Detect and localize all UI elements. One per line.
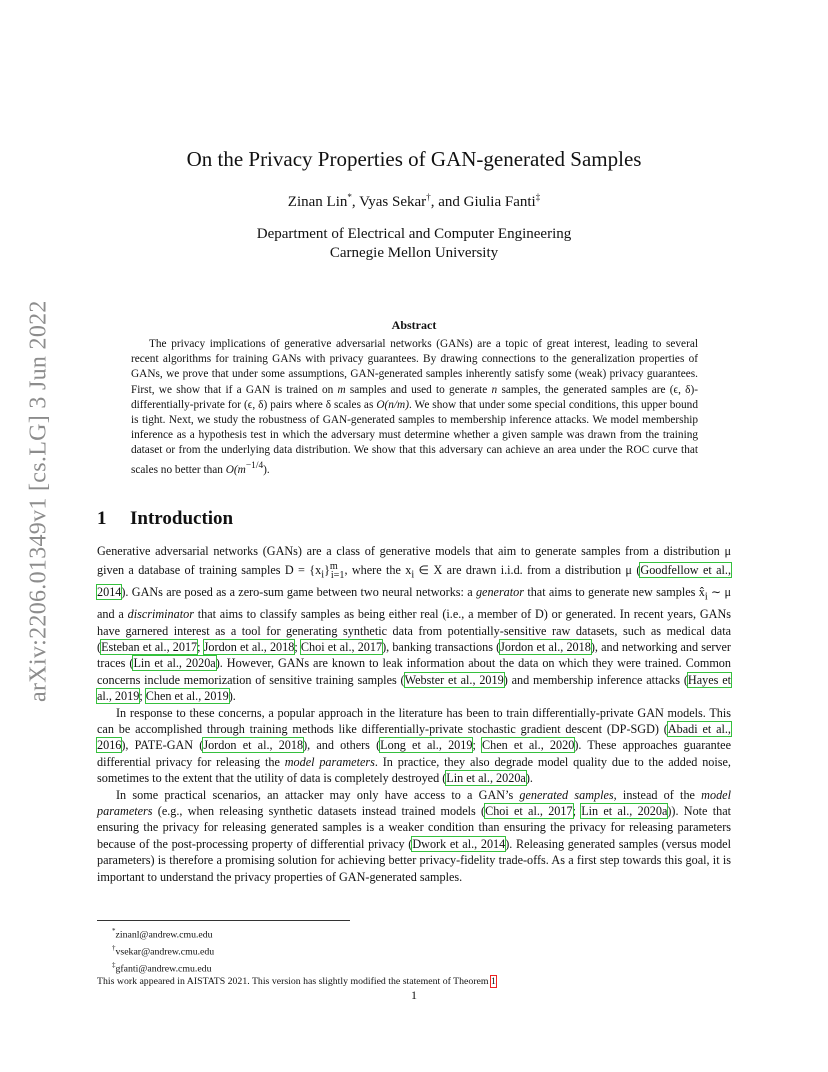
- math-exponent: −1/4: [245, 460, 264, 471]
- emphasis: discriminator: [127, 607, 194, 622]
- citation-link[interactable]: Esteban et al., 2017: [101, 639, 198, 654]
- footnote-mark: *: [112, 927, 116, 935]
- text-segment: , instead of the: [613, 787, 702, 802]
- text-segment: ).: [228, 689, 236, 704]
- citation-link[interactable]: Chen et al., 2020: [482, 738, 575, 753]
- page-number: 1: [411, 988, 417, 1002]
- text-segment: , where the x: [344, 563, 412, 578]
- author-email[interactable]: vsekar@andrew.cmu.edu: [115, 946, 215, 958]
- citation-link[interactable]: Chen et al., 2019: [145, 689, 229, 704]
- math-variable: n: [491, 383, 498, 396]
- text-segment: ) and membership inference attacks (: [503, 672, 688, 687]
- section-title: Introduction: [130, 508, 234, 529]
- citation-link[interactable]: Lin et al., 2020a: [581, 804, 668, 819]
- text-segment: ), and others (: [303, 738, 381, 753]
- affiliation-department: Department of Electrical and Computer Engineering: [256, 226, 572, 242]
- footnote-mark: †: [112, 943, 116, 952]
- citation-link[interactable]: Lin et al., 2020a: [446, 771, 526, 786]
- text-segment: ), PATE-GAN (: [121, 738, 204, 753]
- text-segment: }: [324, 563, 330, 578]
- text-segment: )). Note that ensuring the privacy for releasing generated samples is a weaker condition than ensuring the privacy for releasing parameters because of the post-processing property of differential privacy (: [97, 804, 731, 851]
- citation-link[interactable]: Choi et al., 2017: [485, 804, 573, 819]
- text-segment: ∈ X are drawn i.i.d. from a distribution μ (: [414, 563, 641, 578]
- text-segment: ;: [572, 804, 582, 819]
- abstract-text: [131, 337, 698, 478]
- publication-note: [97, 976, 731, 989]
- text-segment: (e.g., when releasing synthetic datasets instead trained models (: [152, 804, 486, 819]
- abstract-segment: samples, the generated samples are (ϵ, δ)-differentially-private for (ϵ, δ) pairs where δ scales as: [131, 383, 698, 411]
- text-segment: ). These approaches guarantee differential privacy for releasing the: [97, 738, 731, 769]
- footnote: [97, 959, 731, 976]
- text-segment: In response to these concerns, a popular approach in the literature has been to train differentially-private GAN models. This can be accomplished through training methods like differentially-private stochastic gradient descent (DP-SGD) (: [97, 705, 731, 736]
- arxiv-identifier-stamp[interactable]: arXiv:2206.01349v1 [cs.LG] 3 Jun 2022: [25, 300, 52, 702]
- author-footnote-mark[interactable]: †: [426, 192, 431, 202]
- text-segment: . In practice, they also degrade model quality due to the added noise, sometimes to the extent that the utility of data is completely destroyed (: [97, 754, 731, 786]
- text-segment: that aims to classify samples as being either real (i.e., a member of D) or generated. In recent years, GANs have garnered interest as a tool for generating synthetic data from potentially-sensitive raw datasets, such as medical data (: [97, 607, 731, 654]
- affiliation: [97, 225, 731, 263]
- author-email[interactable]: zinanl@andrew.cmu.edu: [115, 929, 213, 941]
- abstract-heading: Abstract: [391, 318, 437, 332]
- citation-link[interactable]: Long et al., 2019: [380, 738, 473, 753]
- footnote: [97, 942, 731, 959]
- abstract-segment: . We show that under some special conditions, this upper bound is tight. Next, we study the robustness of GAN-generated samples to membership inference attacks. We model membership inference as a hypothesis test in which the adversary must determine whether a given sample was drawn from the training dataset or from the underlying data distribution. We show that this adversary can achieve an area under the ROC curve that scales no better than: [131, 398, 698, 476]
- math-subscript: i=1: [330, 569, 345, 581]
- math-expression: ): [263, 463, 267, 476]
- citation-link[interactable]: Lin et al., 2020a: [133, 656, 216, 671]
- author-name: Vyas Sekar: [359, 194, 427, 210]
- publication-note-text: This work appeared in AISTATS 2021. This version has slightly modified the statement of Theorem: [97, 975, 491, 987]
- affiliation-university: Carnegie Mellon University: [329, 245, 499, 261]
- paper-title: On the Privacy Properties of GAN-generated Samples: [186, 147, 642, 171]
- body-text: [97, 543, 731, 885]
- text-segment: ;: [139, 689, 146, 704]
- math-subscript: i: [411, 569, 415, 581]
- abstract-segment: The privacy implications of generative adversarial networks (GANs) are a topic of great interest, leading to several recent algorithms for training GANs with privacy guarantees. By drawing connections to the generalization properties of GANs, we prove that under some assumptions, GAN-generated samples inherently satisfy some (weak) privacy guarantees. First, we show that if a GAN is trained on: [131, 338, 698, 396]
- text-segment: ).: [525, 771, 533, 786]
- math-expression: O(m: [225, 463, 246, 476]
- abstract-segment: .: [266, 463, 270, 476]
- text-segment: ∼ μ and a: [97, 585, 731, 622]
- text-segment: ;: [294, 639, 301, 654]
- citation-link[interactable]: Jordon et al., 2018: [203, 639, 295, 654]
- math-expression: O(n/m): [376, 398, 409, 411]
- citation-link[interactable]: Jordon et al., 2018: [203, 738, 304, 753]
- text-segment: ). However, GANs are known to leak information about the data on which they were trained. Common concerns include memorization of sensitive training samples (: [97, 656, 731, 687]
- citation-link[interactable]: Hayes et al., 2019: [97, 672, 731, 704]
- footnote: [97, 925, 731, 942]
- footnotes: [97, 925, 731, 988]
- text-segment: Generative adversarial networks (GANs) are a class of generative models that aim to generate samples from a distribution μ given a database of training samples D = {x: [97, 544, 731, 578]
- text-segment: that aims to generate new samples x̂: [524, 585, 705, 600]
- section-heading: [97, 508, 233, 530]
- section-number: 1: [97, 508, 107, 529]
- text-segment: ). GANs are posed as a zero-sum game between two neural networks: a: [121, 585, 476, 600]
- citation-link[interactable]: Goodfellow et al., 2014: [97, 563, 732, 600]
- paragraph: [97, 705, 731, 787]
- author-footnote-mark[interactable]: *: [347, 192, 352, 202]
- paragraph: [97, 543, 731, 705]
- emphasis: model parameters: [284, 754, 375, 769]
- author-list: Zinan Lin*, Vyas Sekar†, and Giulia Fanti‡: [287, 192, 541, 210]
- emphasis: model parameters: [97, 787, 731, 819]
- text-segment: ). Releasing generated samples (versus model parameters) is therefore a promising solution for achieving better privacy-fidelity trade-offs. As a first step towards this goal, it is important to understand the privacy properties of GAN-generated samples.: [97, 836, 731, 884]
- citation-link[interactable]: Jordon et al., 2018: [500, 639, 591, 654]
- math-variable: m: [337, 383, 346, 396]
- text-segment: ;: [472, 738, 483, 753]
- footnote-divider: [97, 920, 350, 921]
- text-segment: In some practical scenarios, an attacker may only have access to a GAN’s: [116, 787, 520, 802]
- text-segment: ), and networking and server traces (: [97, 639, 731, 671]
- footnote-mark: ‡: [112, 960, 116, 969]
- author-conjunction: and: [438, 194, 460, 210]
- emphasis: generator: [475, 585, 525, 600]
- citation-link[interactable]: Abadi et al., 2016: [97, 722, 731, 753]
- abstract-segment: samples and used to generate: [345, 383, 492, 396]
- math-subscript: i: [321, 569, 325, 581]
- author-email[interactable]: gfanti@andrew.cmu.edu: [115, 962, 212, 974]
- citation-link[interactable]: Webster et al., 2019: [404, 672, 504, 687]
- theorem-reference-link[interactable]: 1: [490, 975, 496, 987]
- math-subscript: i: [704, 591, 708, 603]
- math-superscript: m: [329, 561, 338, 573]
- paragraph: [97, 787, 731, 885]
- text-segment: ;: [197, 639, 204, 654]
- citation-link[interactable]: Choi et al., 2017: [300, 639, 383, 654]
- author-name: Zinan Lin: [287, 194, 348, 210]
- emphasis: generated samples: [519, 787, 614, 802]
- author-name: Giulia Fanti: [463, 194, 536, 210]
- citation-link[interactable]: Dwork et al., 2014: [412, 836, 506, 851]
- author-footnote-mark[interactable]: ‡: [535, 192, 541, 202]
- text-segment: ), banking transactions (: [382, 639, 501, 654]
